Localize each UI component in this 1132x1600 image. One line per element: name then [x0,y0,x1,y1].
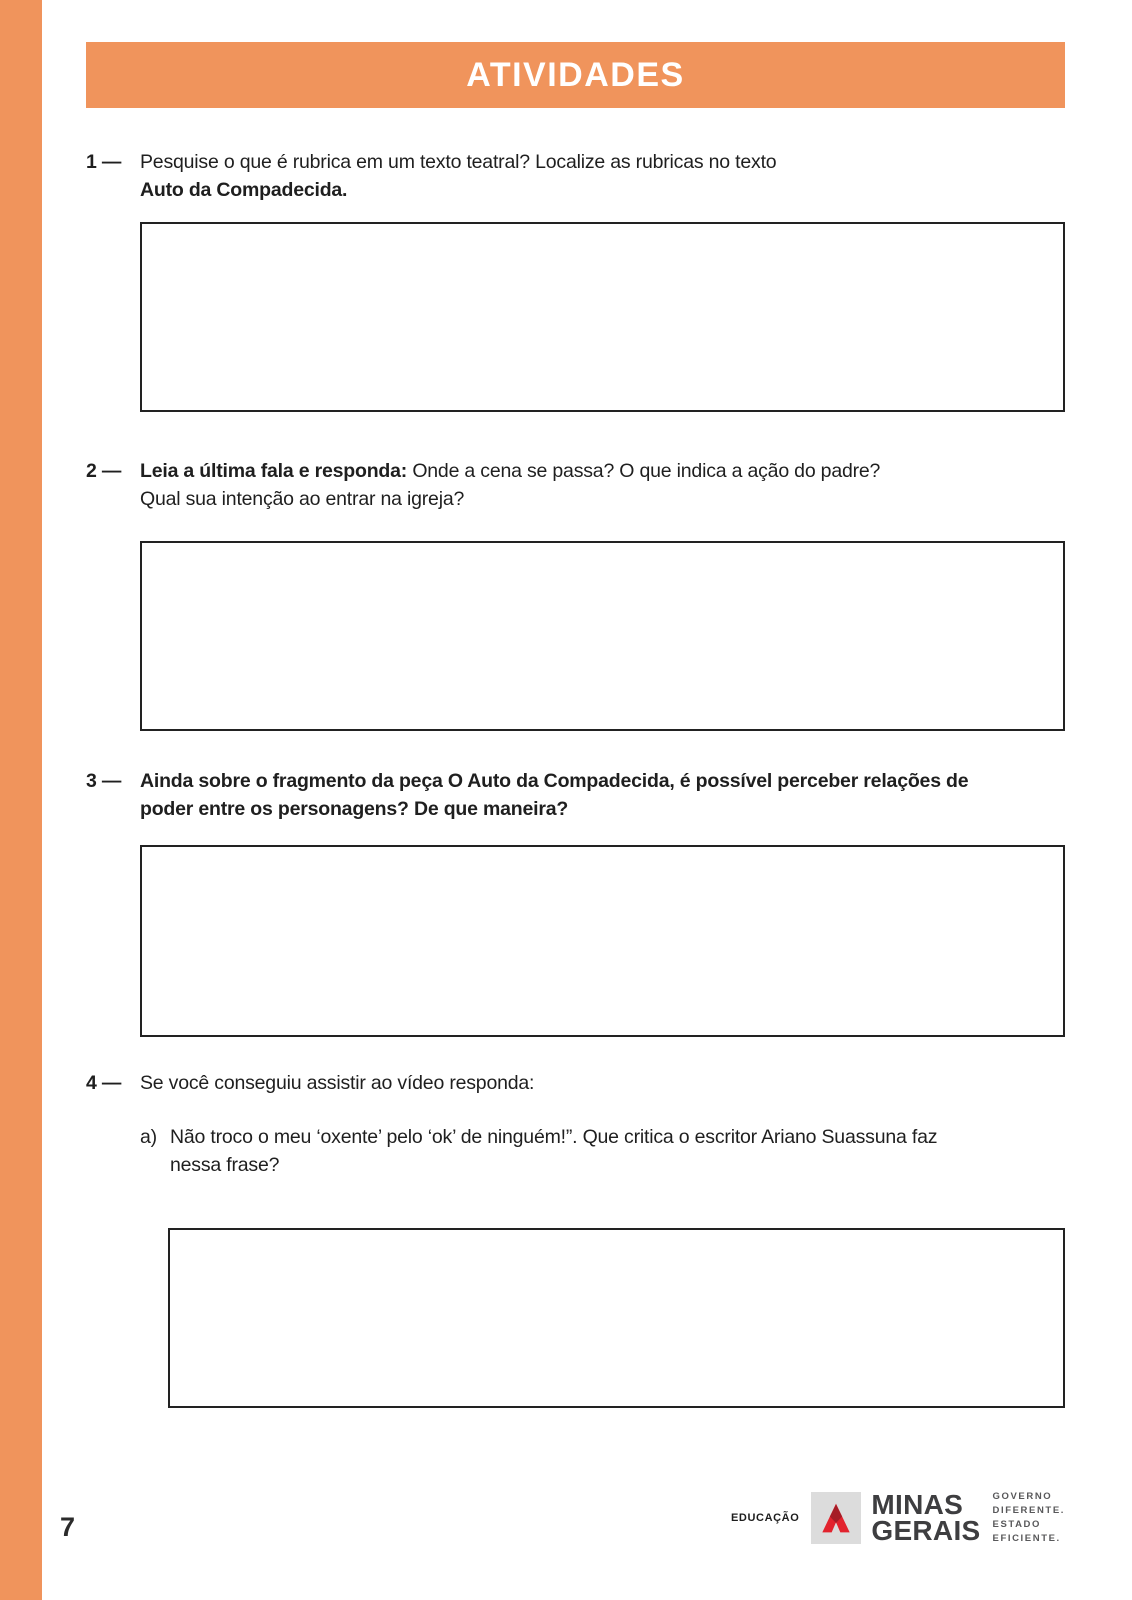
wordmark-line-2: GERAIS [871,1515,981,1546]
page-footer [60,1478,1065,1558]
question-3-number: 3 — [86,770,122,792]
question-1 [86,148,1065,204]
page-content [86,0,1065,1408]
slogan-line-2: DIFERENTE. [992,1505,1065,1517]
question-2-number: 2 — [86,460,122,482]
question-4-line-1: Se você conseguiu assistir ao vídeo responda: [140,1072,535,1094]
question-2 [86,457,1065,513]
question-1-line-1: Pesquise o que é rubrica em um texto teatral? Localize as rubricas no texto [140,151,777,173]
question-3-line-2: poder entre os personagens? De que maneira? [140,798,569,820]
item-a-line-2: nessa frase? [170,1154,280,1176]
question-4 [86,1069,1065,1097]
question-2-line-2: Qual sua intenção ao entrar na igreja? [140,488,465,510]
wordmark-line-1: MINAS [871,1489,964,1521]
question-4-item-a [140,1123,1065,1179]
slogan-line-1: GOVERNO [992,1491,1053,1503]
government-slogan [993,1490,1065,1545]
answer-box-1[interactable] [140,222,1065,412]
minas-gerais-wordmark [871,1489,981,1546]
educacao-label: EDUCAÇÃO [731,1512,800,1524]
item-a-line-1: Não troco o meu ‘oxente’ pelo ‘ok’ de ninguém!”. Que critica o escritor Ariano Suassuna faz [170,1126,938,1148]
question-4-text [140,1069,1065,1097]
question-2-text [140,457,1065,513]
slogan-line-4: EFICIENTE. [992,1532,1061,1544]
question-1-line-2: Auto da Compadecida. [140,179,348,201]
question-1-number: 1 — [86,151,122,173]
item-a-text [170,1123,1065,1179]
slogan-line-3: ESTADO [992,1519,1041,1530]
item-a-label: a) [140,1126,157,1148]
government-logo-group [731,1490,1065,1545]
question-2-line-1-rest: Onde a cena se passa? O que indica a ação do padre? [412,460,881,482]
answer-box-4[interactable] [168,1228,1065,1408]
page-number: 7 [60,1511,76,1542]
question-1-text [140,148,1065,204]
question-3-text [140,767,1065,823]
question-3 [86,767,1065,823]
minas-gerais-triangle-icon [811,1492,861,1544]
question-2-lead: Leia a última fala e responda: [140,460,408,482]
answer-box-3[interactable] [140,845,1065,1037]
left-accent-bar [0,0,42,1600]
page-title: ATIVIDADES [466,55,685,94]
question-2-line-1 [140,457,1065,485]
question-4-number: 4 — [86,1072,122,1094]
activities-header-banner [86,42,1065,108]
question-3-line-1: Ainda sobre o fragmento da peça O Auto da Compadecida, é possível perceber relações de [140,770,969,792]
answer-box-2[interactable] [140,541,1065,731]
